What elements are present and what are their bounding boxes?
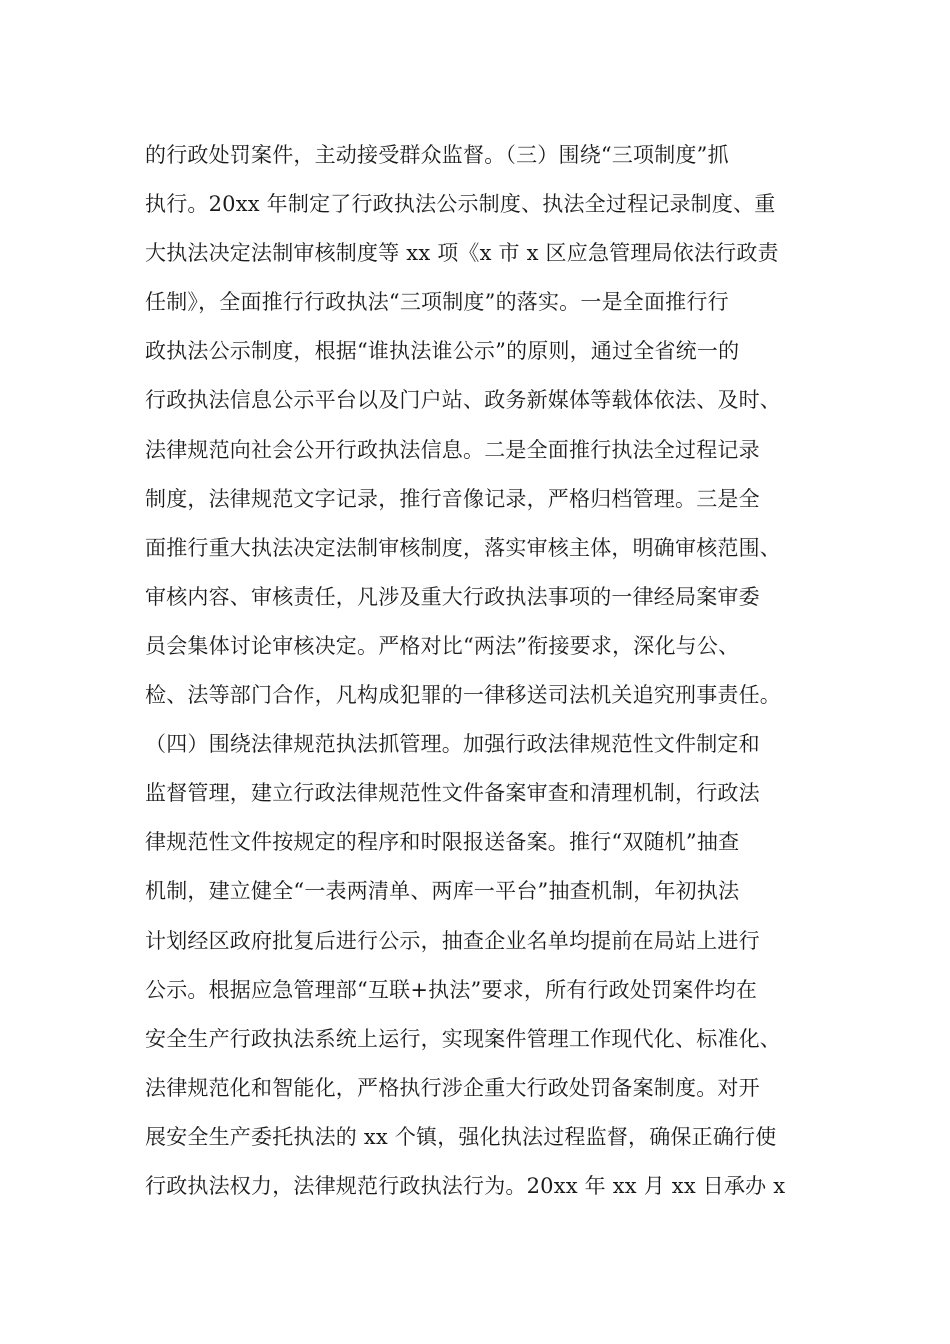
text-line: 员会集体讨论审核决定。严格对比“两法”衔接要求，深化与公、 [145, 633, 740, 658]
text-line: 行政执法权力，法律规范行政执法行为。20xx 年 xx 月 xx 日承办 x [145, 1173, 786, 1198]
text-line: 面推行重大执法决定法制审核制度，落实审核主体，明确审核范围、 [145, 535, 781, 560]
text-line: 法律规范化和智能化，严格执行涉企重大行政处罚备案制度。对开 [145, 1075, 760, 1100]
text-line: 任制》，全面推行行政执法“三项制度”的落实。一是全面推行行 [145, 290, 729, 315]
text-line: 律规范性文件按规定的程序和时限报送备案。推行“双随机”抽查 [145, 830, 740, 855]
text-line: 政执法公示制度，根据“谁执法谁公示”的原则，通过全省统一的 [145, 339, 740, 364]
text-line: （四）围绕法律规范执法抓管理。加强行政法律规范性文件制定和 [145, 732, 760, 757]
text-line: 大执法决定法制审核制度等 xx 项《x 市 x 区应急管理局依法行政责 [145, 241, 779, 266]
text-line: 安全生产行政执法系统上运行，实现案件管理工作现代化、标准化、 [145, 1026, 781, 1051]
text-line: 执行。20xx 年制定了行政执法公示制度、执法全过程记录制度、重 [145, 192, 776, 217]
text-line: 法律规范向社会公开行政执法信息。二是全面推行执法全过程记录 [145, 437, 760, 462]
text-line: 检、法等部门合作，凡构成犯罪的一律移送司法机关追究刑事责任。 [145, 683, 781, 708]
body-text [145, 131, 835, 1211]
text-line: 机制，建立健全“一表两清单、两库一平台”抽查机制，年初执法 [145, 879, 740, 904]
text-line: 行政执法信息公示平台以及门户站、政务新媒体等载体依法、及时、 [145, 388, 781, 413]
text-line: 监督管理，建立行政法律规范性文件备案审查和清理机制，行政法 [145, 781, 760, 806]
text-line: 计划经区政府批复后进行公示，抽查企业名单均提前在局站上进行 [145, 928, 760, 953]
text-line: 制度，法律规范文字记录，推行音像记录，严格归档管理。三是全 [145, 486, 760, 511]
text-line: 公示。根据应急管理部“互联+执法”要求，所有行政处罚案件均在 [145, 977, 758, 1002]
text-line: 审核内容、审核责任，凡涉及重大行政执法事项的一律经局案审委 [145, 584, 760, 609]
text-line: 展安全生产委托执法的 xx 个镇，强化执法过程监督，确保正确行使 [145, 1124, 777, 1149]
text-line: 的行政处罚案件，主动接受群众监督。（三）围绕“三项制度”抓 [145, 143, 729, 167]
